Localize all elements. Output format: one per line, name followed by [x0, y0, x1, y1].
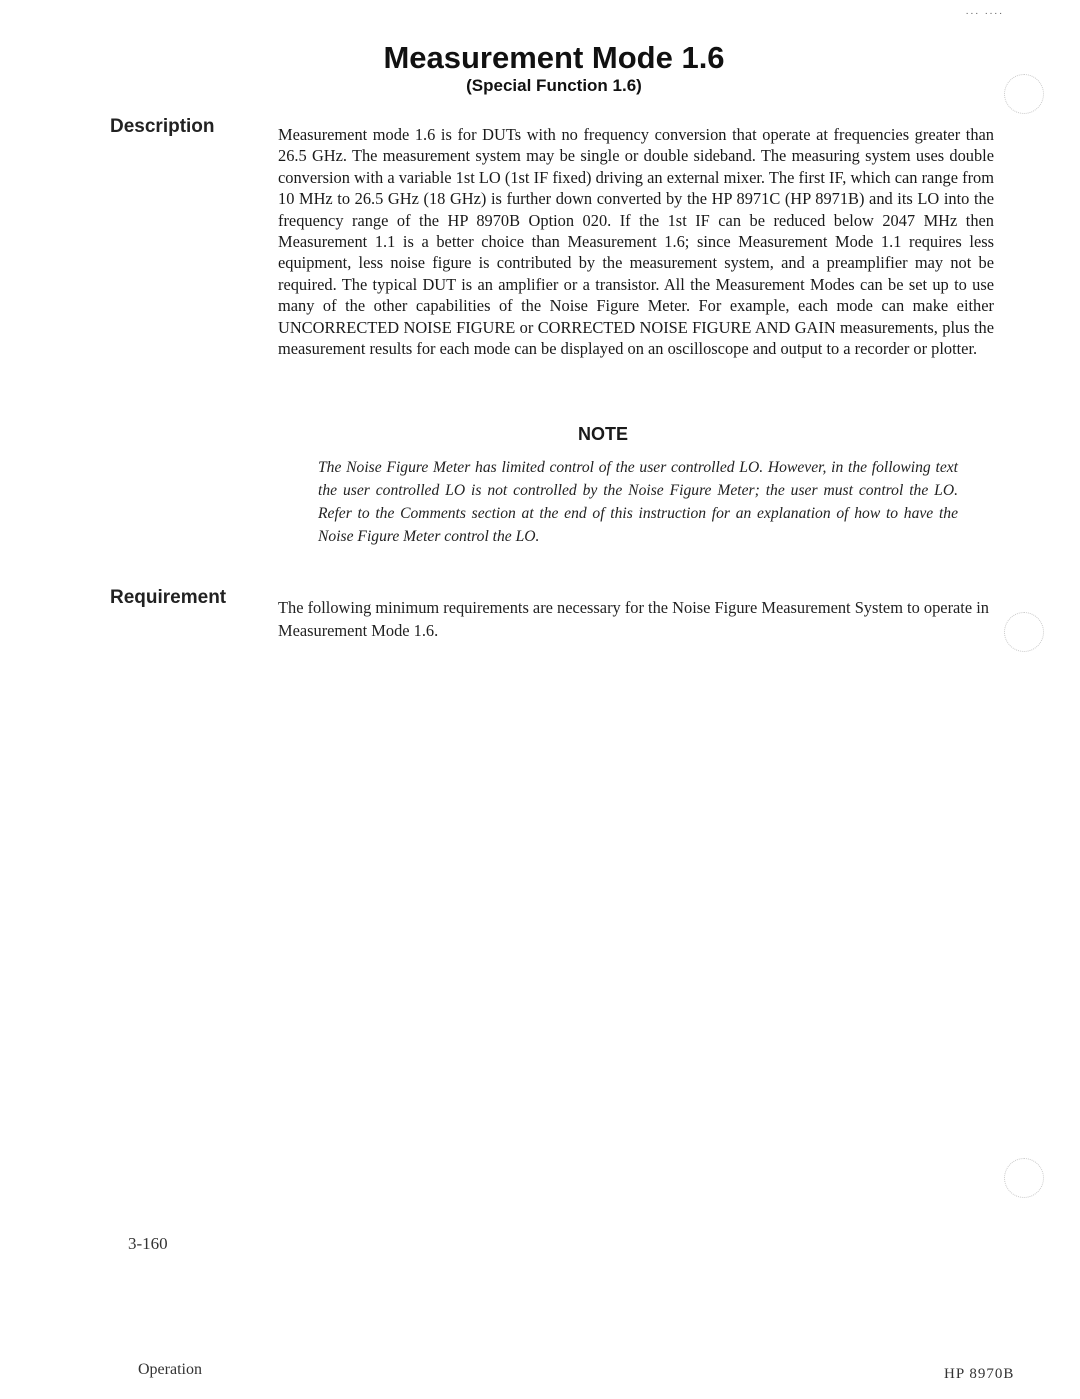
note-paragraph: The Noise Figure Meter has limited control of the user controlled LO. However, in the following text the user controlled LO is not controlled by the Noise Figure Meter; the user must control the LO. Refer to the Comments section at the end of this instruction for an explanation of how to have the Noise Figure Meter control the LO.: [318, 459, 958, 545]
footer-section-label: Operation: [138, 1361, 202, 1378]
binder-hole-top: [1004, 74, 1044, 114]
description-paragraph: Measurement mode 1.6 is for DUTs with no frequency conversion that operate at frequencies greater than 26.5 GHz. The measurement system may be single or double sideband. The measuring system uses double conversion with a variable 1st LO (1st IF fixed) driving an external mixer. The first IF, which can range from 10 MHz to 26.5 GHz (18 GHz) is further down converted by the HP 8971C (HP 8971B) and its LO into the frequency range of the HP 8970B Option 020. If the 1st IF can be reduced below 2047 MHz then Measurement 1.1 is a better choice than Measurement 1.6; since Measurement Mode 1.1 requires less equipment, less noise figure is contributed by the measurement system, and a preamplifier may not be required. The typical DUT is an amplifier or a transistor. All the Measurement Modes can be set up to use many of the other capabilities of the Noise Figure Meter. For example, each mode can make either UNCORRECTED NOISE FIGURE or CORRECTED NOISE FIGURE AND GAIN measurements, plus the measurement results for each mode can be displayed on an oscilloscope and output to a recorder or plotter.: [278, 125, 994, 359]
requirement-paragraph: The following minimum requirements are necessary for the Noise Figure Measurement System to operate in Measurement Mode 1.6.: [278, 598, 989, 640]
page-title: Measurement Mode 1.6: [383, 40, 725, 75]
description-heading: Description: [110, 116, 215, 137]
binder-hole-middle: [1004, 612, 1044, 652]
note-heading: NOTE: [577, 424, 628, 444]
page-number: 3-160: [128, 1234, 168, 1253]
binder-hole-bottom: [1004, 1158, 1044, 1198]
requirement-heading: Requirement: [110, 587, 227, 608]
footer-model-label: HP 8970B: [944, 1366, 1015, 1382]
page-subtitle: (Special Function 1.6): [466, 76, 642, 95]
header-mark: ... ....: [965, 6, 1004, 17]
